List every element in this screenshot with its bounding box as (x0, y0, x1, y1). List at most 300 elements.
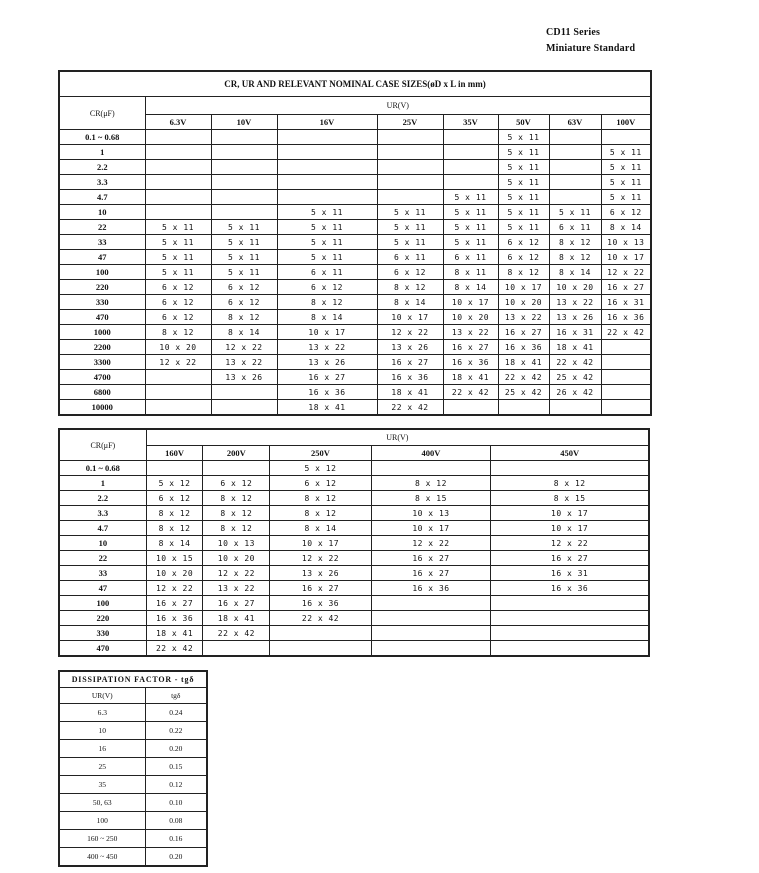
case-size-cell: 5 x 11 (498, 205, 549, 220)
case-size-cell: 5 x 11 (443, 190, 498, 205)
case-size-cell: 8 x 15 (371, 491, 491, 506)
case-size-cell: 16 x 27 (377, 355, 443, 370)
capacitance-cell: 220 (59, 611, 146, 626)
case-size-cell (371, 626, 491, 641)
case-size-cell: 6 x 12 (601, 205, 651, 220)
dissipation-tg-cell: 0.20 (145, 740, 207, 758)
case-size-cell: 8 x 14 (377, 295, 443, 310)
case-size-cell: 6 x 12 (145, 280, 211, 295)
case-size-cell: 10 x 20 (549, 280, 601, 295)
case-size-cell: 10 x 17 (491, 506, 649, 521)
case-size-cell (491, 596, 649, 611)
case-size-cell: 12 x 22 (371, 536, 491, 551)
capacitance-cell: 47 (59, 250, 145, 265)
case-size-cell (145, 130, 211, 145)
case-size-cell: 18 x 41 (377, 385, 443, 400)
case-size-cell: 16 x 27 (146, 596, 203, 611)
dissipation-tg-cell: 0.08 (145, 812, 207, 830)
case-size-cell (277, 160, 377, 175)
case-size-cell: 16 x 36 (377, 370, 443, 385)
voltage-header: 35V (443, 115, 498, 130)
case-size-cell: 5 x 12 (146, 476, 203, 491)
capacitance-cell: 3.3 (59, 175, 145, 190)
case-size-cell (549, 175, 601, 190)
case-size-cell: 13 x 22 (498, 310, 549, 325)
case-size-cell (145, 145, 211, 160)
table-row (59, 740, 207, 758)
voltage-header: 400V (371, 446, 491, 461)
table-row (59, 536, 649, 551)
case-size-cell: 8 x 12 (146, 521, 203, 536)
case-size-cell (371, 611, 491, 626)
table-row (59, 310, 651, 325)
table1-title: CR, UR AND RELEVANT NOMINAL CASE SIZES(øD x L in mm) (59, 71, 651, 97)
table-row (59, 280, 651, 295)
case-size-cell: 5 x 11 (498, 160, 549, 175)
case-size-cell: 18 x 41 (146, 626, 203, 641)
table-row (59, 295, 651, 310)
table-row (59, 641, 649, 657)
case-size-cell (203, 641, 270, 657)
case-size-cell: 6 x 12 (498, 250, 549, 265)
capacitance-cell: 470 (59, 641, 146, 657)
capacitance-cell: 33 (59, 566, 146, 581)
case-size-cell: 5 x 11 (145, 265, 211, 280)
case-size-cell: 6 x 12 (498, 235, 549, 250)
case-size-cell: 6 x 12 (377, 265, 443, 280)
case-size-cell (270, 641, 371, 657)
case-size-cell: 10 x 13 (601, 235, 651, 250)
case-size-cell (443, 160, 498, 175)
capacitance-cell: 0.1 ~ 0.68 (59, 130, 145, 145)
case-size-cell: 5 x 11 (443, 235, 498, 250)
case-size-cell: 8 x 12 (549, 250, 601, 265)
case-size-cell (211, 130, 277, 145)
case-size-cell: 8 x 12 (491, 476, 649, 491)
case-size-cell (443, 145, 498, 160)
case-size-cell: 16 x 31 (601, 295, 651, 310)
table-row (59, 220, 651, 235)
case-size-cell: 16 x 27 (203, 596, 270, 611)
dissipation-ur-cell: 10 (59, 722, 145, 740)
case-size-cell: 12 x 22 (377, 325, 443, 340)
capacitance-cell: 4.7 (59, 521, 146, 536)
case-size-cell (211, 160, 277, 175)
case-size-cell: 5 x 11 (377, 235, 443, 250)
dissipation-factor-table (58, 670, 208, 867)
case-size-cell: 6 x 11 (549, 220, 601, 235)
dissipation-tg-cell: 0.20 (145, 848, 207, 867)
case-size-cell (549, 130, 601, 145)
voltage-header: 10V (211, 115, 277, 130)
case-size-cell (211, 145, 277, 160)
capacitance-cell: 220 (59, 280, 145, 295)
dissipation-ur-cell: 400 ~ 450 (59, 848, 145, 867)
case-size-cell: 16 x 27 (270, 581, 371, 596)
table-row (59, 250, 651, 265)
table-row (59, 626, 649, 641)
capacitance-cell: 330 (59, 295, 145, 310)
dissipation-ur-cell: 6.3 (59, 704, 145, 722)
case-size-cell: 18 x 41 (203, 611, 270, 626)
case-size-cell: 12 x 22 (145, 355, 211, 370)
case-size-cell: 8 x 12 (146, 506, 203, 521)
case-size-cell (491, 641, 649, 657)
table-row (59, 722, 207, 740)
case-size-cell (211, 400, 277, 416)
case-size-cell: 13 x 26 (377, 340, 443, 355)
table-row (59, 340, 651, 355)
capacitance-cell: 2.2 (59, 160, 145, 175)
voltage-header: 16V (277, 115, 377, 130)
capacitance-cell: 2.2 (59, 491, 146, 506)
case-size-cell: 13 x 22 (211, 355, 277, 370)
case-size-cell: 5 x 11 (377, 205, 443, 220)
case-size-cell (211, 190, 277, 205)
case-size-cell (145, 205, 211, 220)
case-size-cell: 16 x 31 (549, 325, 601, 340)
case-size-cell (203, 461, 270, 476)
capacitance-cell: 47 (59, 581, 146, 596)
case-size-cell: 18 x 41 (498, 355, 549, 370)
case-size-cell (601, 370, 651, 385)
dissipation-tg-cell: 0.24 (145, 704, 207, 722)
case-size-cell (549, 400, 601, 416)
table1-ur-header: UR(V) (145, 97, 651, 115)
case-size-cell (491, 626, 649, 641)
dissipation-ur-cell: 35 (59, 776, 145, 794)
case-size-cell: 13 x 22 (549, 295, 601, 310)
capacitance-cell: 22 (59, 551, 146, 566)
table-row (59, 461, 649, 476)
case-size-cell (277, 175, 377, 190)
case-size-table-high-voltage (58, 428, 650, 657)
case-size-cell: 16 x 27 (371, 566, 491, 581)
case-size-cell: 13 x 22 (443, 325, 498, 340)
dissipation-ur-cell: 16 (59, 740, 145, 758)
case-size-cell: 8 x 12 (203, 521, 270, 536)
dissipation-ur-cell: 25 (59, 758, 145, 776)
case-size-cell: 8 x 14 (601, 220, 651, 235)
case-size-cell: 12 x 22 (203, 566, 270, 581)
case-size-cell: 5 x 11 (277, 205, 377, 220)
table-row (59, 130, 651, 145)
table-row (59, 776, 207, 794)
table-row (59, 521, 649, 536)
capacitance-cell: 3.3 (59, 506, 146, 521)
case-size-cell: 16 x 27 (371, 551, 491, 566)
case-size-cell: 13 x 26 (270, 566, 371, 581)
case-size-cell: 16 x 36 (270, 596, 371, 611)
case-size-cell: 16 x 36 (146, 611, 203, 626)
case-size-cell (491, 461, 649, 476)
case-size-cell: 22 x 42 (270, 611, 371, 626)
case-size-cell: 6 x 12 (211, 280, 277, 295)
case-size-cell (145, 370, 211, 385)
capacitance-cell: 6800 (59, 385, 145, 400)
case-size-cell: 22 x 42 (443, 385, 498, 400)
case-size-cell (211, 385, 277, 400)
case-size-cell: 10 x 17 (277, 325, 377, 340)
case-size-cell: 5 x 11 (498, 220, 549, 235)
case-size-cell: 6 x 11 (277, 265, 377, 280)
case-size-cell: 5 x 11 (498, 190, 549, 205)
case-size-cell: 5 x 11 (145, 220, 211, 235)
case-size-cell: 16 x 36 (601, 310, 651, 325)
case-size-cell: 12 x 22 (211, 340, 277, 355)
table-row (59, 551, 649, 566)
table-row (59, 812, 207, 830)
case-size-cell: 8 x 12 (277, 295, 377, 310)
case-size-cell: 16 x 36 (277, 385, 377, 400)
case-size-cell: 5 x 11 (211, 220, 277, 235)
case-size-cell: 18 x 41 (443, 370, 498, 385)
case-size-cell: 10 x 17 (443, 295, 498, 310)
case-size-cell: 5 x 12 (270, 461, 371, 476)
case-size-cell (277, 190, 377, 205)
case-size-cell: 5 x 11 (277, 235, 377, 250)
case-size-cell: 10 x 17 (491, 521, 649, 536)
case-size-cell: 22 x 42 (601, 325, 651, 340)
dissipation-ur-header: UR(V) (59, 688, 145, 704)
case-size-cell: 5 x 11 (498, 175, 549, 190)
case-size-cell: 13 x 26 (277, 355, 377, 370)
case-size-cell (145, 175, 211, 190)
case-size-cell: 5 x 11 (145, 235, 211, 250)
case-size-cell: 18 x 41 (277, 400, 377, 416)
case-size-cell: 10 x 15 (146, 551, 203, 566)
case-size-cell (601, 130, 651, 145)
table-row (59, 355, 651, 370)
case-size-cell: 5 x 11 (601, 160, 651, 175)
table-row (59, 581, 649, 596)
case-size-cell (377, 145, 443, 160)
case-size-cell (270, 626, 371, 641)
case-size-cell (377, 160, 443, 175)
case-size-cell: 5 x 11 (498, 145, 549, 160)
case-size-cell: 10 x 17 (601, 250, 651, 265)
case-size-cell: 8 x 12 (371, 476, 491, 491)
case-size-cell: 10 x 17 (371, 521, 491, 536)
dissipation-tg-cell: 0.16 (145, 830, 207, 848)
case-size-cell: 8 x 12 (498, 265, 549, 280)
voltage-header: 25V (377, 115, 443, 130)
case-size-cell (601, 400, 651, 416)
table-row (59, 611, 649, 626)
case-size-cell (601, 355, 651, 370)
series-subtitle: Miniature Standard (546, 43, 636, 54)
case-size-cell: 8 x 12 (270, 506, 371, 521)
case-size-cell: 12 x 22 (601, 265, 651, 280)
case-size-cell: 16 x 27 (277, 370, 377, 385)
table-row (59, 235, 651, 250)
case-size-cell: 8 x 12 (270, 491, 371, 506)
case-size-cell: 5 x 11 (145, 250, 211, 265)
table-row (59, 205, 651, 220)
table-row (59, 175, 651, 190)
case-size-cell: 8 x 12 (203, 506, 270, 521)
case-size-cell: 13 x 22 (203, 581, 270, 596)
table-row (59, 190, 651, 205)
capacitance-cell: 0.1 ~ 0.68 (59, 461, 146, 476)
dissipation-tg-cell: 0.12 (145, 776, 207, 794)
case-size-cell: 8 x 12 (377, 280, 443, 295)
capacitance-cell: 22 (59, 220, 145, 235)
case-size-cell: 22 x 42 (203, 626, 270, 641)
capacitance-cell: 100 (59, 265, 145, 280)
case-size-cell (601, 385, 651, 400)
case-size-cell: 25 x 42 (498, 385, 549, 400)
case-size-cell (491, 611, 649, 626)
case-size-cell (377, 190, 443, 205)
case-size-cell (211, 205, 277, 220)
capacitance-cell: 10 (59, 205, 145, 220)
case-size-cell: 16 x 36 (371, 581, 491, 596)
case-size-cell: 5 x 11 (211, 235, 277, 250)
case-size-cell: 10 x 20 (498, 295, 549, 310)
case-size-cell (549, 145, 601, 160)
table-row (59, 265, 651, 280)
voltage-header: 160V (146, 446, 203, 461)
case-size-cell: 5 x 11 (277, 250, 377, 265)
case-size-cell: 22 x 42 (549, 355, 601, 370)
capacitance-cell: 4.7 (59, 190, 145, 205)
case-size-cell: 10 x 13 (203, 536, 270, 551)
case-size-cell (498, 400, 549, 416)
case-size-cell: 6 x 12 (211, 295, 277, 310)
voltage-header: 200V (203, 446, 270, 461)
case-size-cell: 8 x 11 (443, 265, 498, 280)
case-size-cell: 16 x 27 (498, 325, 549, 340)
case-size-cell: 22 x 42 (498, 370, 549, 385)
case-size-cell: 6 x 12 (145, 310, 211, 325)
case-size-cell: 10 x 17 (498, 280, 549, 295)
voltage-header: 450V (491, 446, 649, 461)
table2-ur-header: UR(V) (146, 429, 649, 446)
case-size-cell: 6 x 11 (377, 250, 443, 265)
table-row (59, 160, 651, 175)
dissipation-tg-cell: 0.15 (145, 758, 207, 776)
case-size-cell: 8 x 12 (203, 491, 270, 506)
case-size-table-low-voltage (58, 70, 652, 416)
case-size-cell: 10 x 20 (146, 566, 203, 581)
case-size-cell: 16 x 36 (443, 355, 498, 370)
case-size-cell: 22 x 42 (377, 400, 443, 416)
table-row (59, 491, 649, 506)
case-size-cell: 18 x 41 (549, 340, 601, 355)
table-row (59, 758, 207, 776)
table-row (59, 325, 651, 340)
case-size-cell: 13 x 26 (549, 310, 601, 325)
voltage-header: 100V (601, 115, 651, 130)
case-size-cell (211, 175, 277, 190)
case-size-cell: 8 x 14 (277, 310, 377, 325)
table-row (59, 704, 207, 722)
case-size-cell: 26 x 42 (549, 385, 601, 400)
dissipation-tg-cell: 0.22 (145, 722, 207, 740)
case-size-cell: 6 x 12 (145, 295, 211, 310)
case-size-cell: 6 x 12 (277, 280, 377, 295)
series-title: CD11 Series (546, 27, 601, 38)
case-size-cell: 6 x 11 (443, 250, 498, 265)
dissipation-ur-cell: 160 ~ 250 (59, 830, 145, 848)
case-size-cell: 10 x 20 (145, 340, 211, 355)
case-size-cell: 5 x 11 (443, 220, 498, 235)
case-size-cell: 16 x 27 (601, 280, 651, 295)
case-size-cell: 13 x 22 (277, 340, 377, 355)
dissipation-title: DISSIPATION FACTOR - tgδ (59, 671, 207, 688)
case-size-cell: 5 x 11 (601, 145, 651, 160)
case-size-cell (145, 190, 211, 205)
capacitance-cell: 1000 (59, 325, 145, 340)
case-size-cell: 5 x 11 (211, 250, 277, 265)
case-size-cell (371, 461, 491, 476)
case-size-cell (443, 400, 498, 416)
case-size-cell (601, 340, 651, 355)
capacitance-cell: 3300 (59, 355, 145, 370)
table2-cap-header: CR(μF) (59, 429, 146, 461)
capacitance-cell: 10000 (59, 400, 145, 416)
table-row (59, 370, 651, 385)
case-size-cell: 5 x 11 (601, 175, 651, 190)
case-size-cell: 5 x 11 (498, 130, 549, 145)
case-size-cell: 5 x 11 (277, 220, 377, 235)
case-size-cell (371, 596, 491, 611)
case-size-cell: 8 x 14 (549, 265, 601, 280)
table-row (59, 794, 207, 812)
case-size-cell: 8 x 12 (211, 310, 277, 325)
case-size-cell: 5 x 11 (601, 190, 651, 205)
case-size-cell (145, 160, 211, 175)
case-size-cell (371, 641, 491, 657)
case-size-cell: 5 x 11 (549, 205, 601, 220)
table1-cap-header: CR(μF) (59, 97, 145, 130)
case-size-cell: 8 x 14 (270, 521, 371, 536)
case-size-cell: 10 x 17 (270, 536, 371, 551)
capacitance-cell: 470 (59, 310, 145, 325)
case-size-cell: 16 x 27 (491, 551, 649, 566)
case-size-cell: 16 x 36 (498, 340, 549, 355)
case-size-cell: 12 x 22 (491, 536, 649, 551)
dissipation-ur-cell: 100 (59, 812, 145, 830)
case-size-cell: 16 x 27 (443, 340, 498, 355)
case-size-cell (377, 130, 443, 145)
capacitance-cell: 100 (59, 596, 146, 611)
capacitance-cell: 10 (59, 536, 146, 551)
case-size-cell: 8 x 14 (146, 536, 203, 551)
capacitance-cell: 330 (59, 626, 146, 641)
case-size-cell: 5 x 11 (211, 265, 277, 280)
table-row (59, 506, 649, 521)
case-size-cell (145, 400, 211, 416)
table-row (59, 385, 651, 400)
capacitance-cell: 1 (59, 476, 146, 491)
case-size-cell (277, 130, 377, 145)
voltage-header: 250V (270, 446, 371, 461)
voltage-header: 63V (549, 115, 601, 130)
case-size-cell: 6 x 12 (146, 491, 203, 506)
case-size-cell: 5 x 11 (443, 205, 498, 220)
table-row (59, 596, 649, 611)
case-size-cell: 12 x 22 (270, 551, 371, 566)
case-size-cell (443, 130, 498, 145)
case-size-cell (443, 175, 498, 190)
case-size-cell: 8 x 12 (145, 325, 211, 340)
case-size-cell: 8 x 14 (443, 280, 498, 295)
table-row (59, 566, 649, 581)
table-row (59, 848, 207, 867)
case-size-cell (549, 160, 601, 175)
